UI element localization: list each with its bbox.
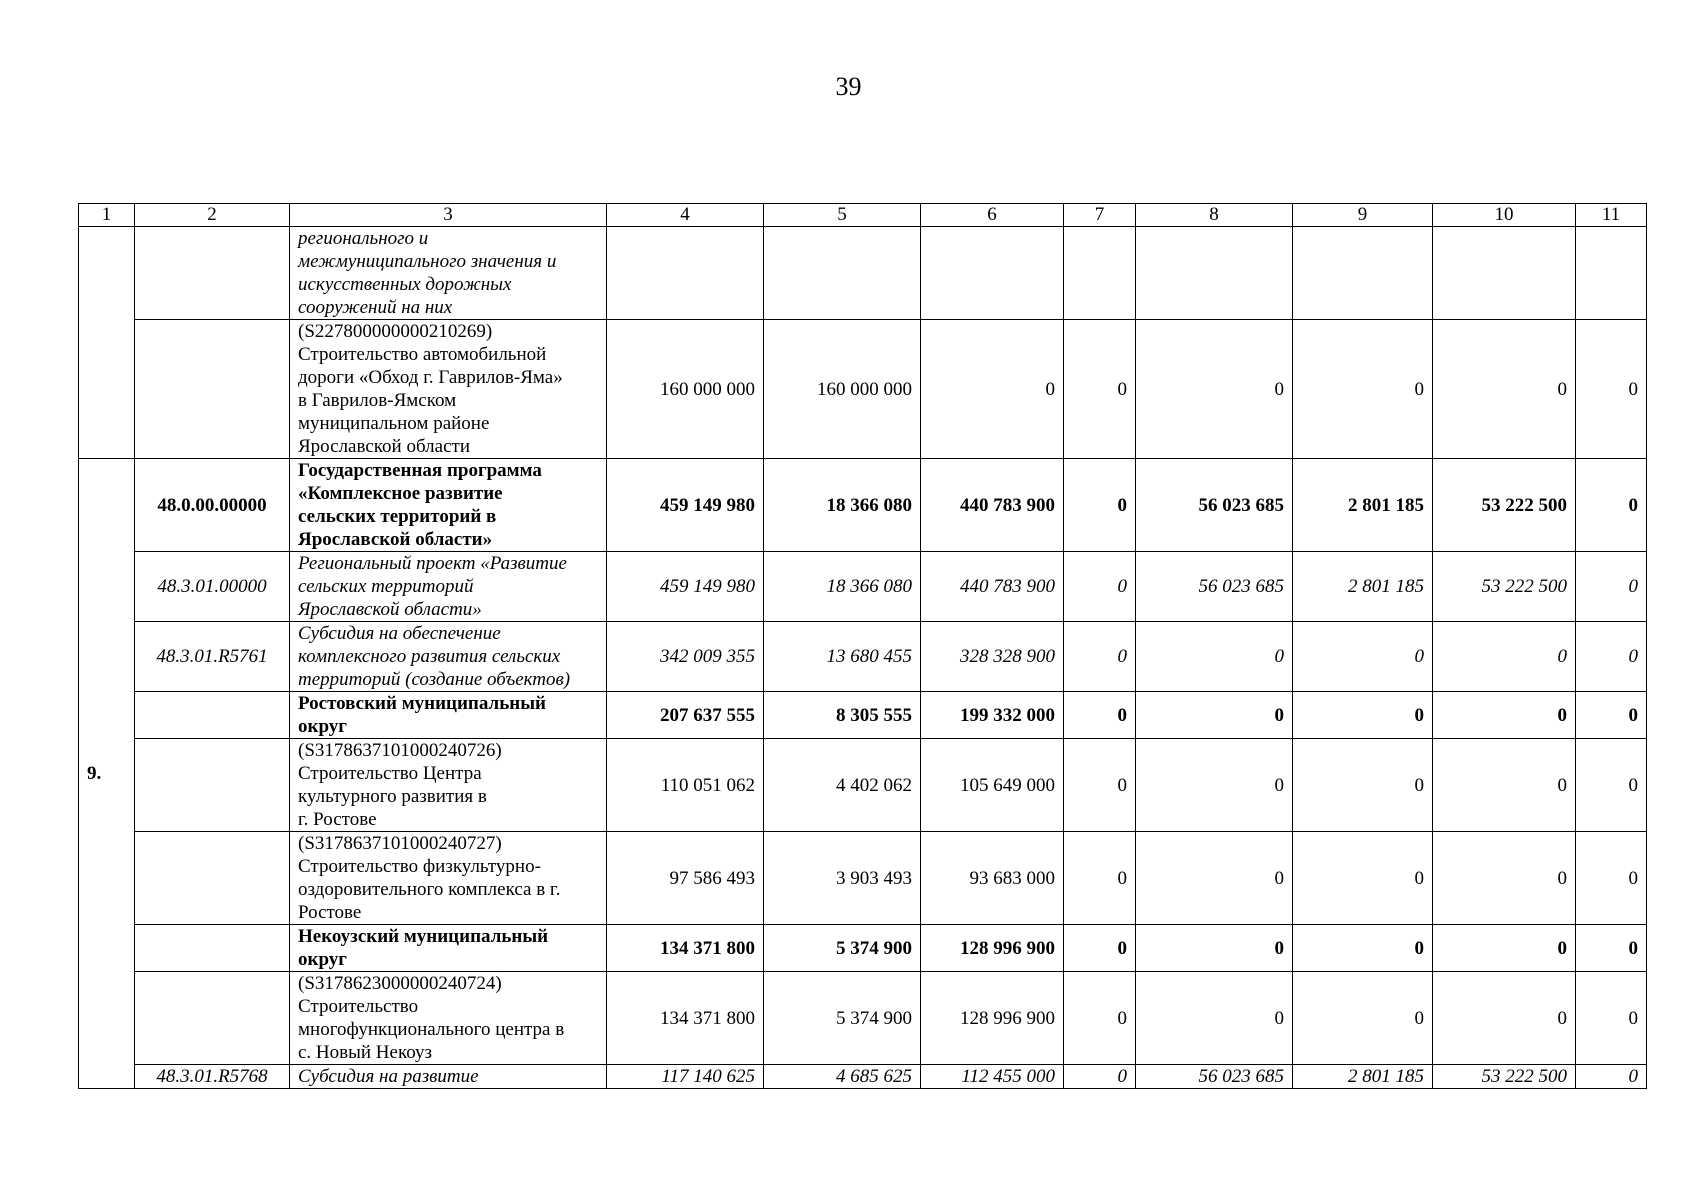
- header-cell: 4: [607, 204, 764, 227]
- table-row: [79, 739, 1647, 832]
- description-line: Субсидия на обеспечение: [298, 623, 501, 644]
- header-cell: 8: [1136, 204, 1293, 227]
- description-line: сельских территорий в: [298, 506, 497, 527]
- amount-cell: [764, 227, 921, 320]
- description-line: комплексного развития сельских: [298, 646, 561, 667]
- description-line: (S3178637101000240727): [298, 833, 502, 854]
- table-row: [79, 1065, 1647, 1089]
- description-cell: [290, 739, 607, 832]
- header-cell: 11: [1576, 204, 1647, 227]
- description-line: Некоузский муниципальный: [298, 926, 549, 947]
- amount-cell: 459 149 980: [607, 459, 764, 552]
- amount-cell: 0: [1064, 622, 1136, 692]
- budget-code-cell: [135, 692, 290, 739]
- amount-cell: 0: [1136, 832, 1293, 925]
- description-line: культурного развития в: [298, 786, 487, 807]
- table-row: [79, 832, 1647, 925]
- budget-code-cell: 48.3.01.00000: [135, 552, 290, 622]
- amount-cell: 5 374 900: [764, 925, 921, 972]
- description-line: округ: [298, 949, 347, 970]
- description-line: (S227800000000210269): [298, 321, 493, 342]
- amount-cell: 0: [1136, 925, 1293, 972]
- amount-cell: 459 149 980: [607, 552, 764, 622]
- amount-cell: 2 801 185: [1293, 1065, 1433, 1089]
- amount-cell: 0: [1433, 320, 1576, 459]
- description-line: оздоровительного комплекса в г.: [298, 879, 561, 900]
- description-line: Ярославской области»: [298, 529, 493, 550]
- description-line: межмуниципального значения и: [298, 251, 557, 272]
- amount-cell: 13 680 455: [764, 622, 921, 692]
- amount-cell: 0: [1293, 692, 1433, 739]
- amount-cell: 97 586 493: [607, 832, 764, 925]
- amount-cell: [1576, 227, 1647, 320]
- amount-cell: 0: [1576, 972, 1647, 1065]
- description-cell: [290, 832, 607, 925]
- amount-cell: 2 801 185: [1293, 552, 1433, 622]
- header-cell: 3: [290, 204, 607, 227]
- amount-cell: 0: [921, 320, 1064, 459]
- amount-cell: 342 009 355: [607, 622, 764, 692]
- budget-code-cell: [135, 739, 290, 832]
- description-line: Государственная программа: [298, 460, 542, 481]
- description-cell: [290, 692, 607, 739]
- amount-cell: 18 366 080: [764, 459, 921, 552]
- table-row: [79, 459, 1647, 552]
- header-cell: 1: [79, 204, 135, 227]
- table-row: [79, 925, 1647, 972]
- amount-cell: 128 996 900: [921, 972, 1064, 1065]
- description-line: Строительство физкультурно-: [298, 856, 541, 877]
- amount-cell: 110 051 062: [607, 739, 764, 832]
- description-line: регионального и: [298, 228, 429, 249]
- amount-cell: 0: [1293, 925, 1433, 972]
- amount-cell: 112 455 000: [921, 1065, 1064, 1089]
- amount-cell: 0: [1064, 739, 1136, 832]
- amount-cell: 134 371 800: [607, 925, 764, 972]
- amount-cell: 328 328 900: [921, 622, 1064, 692]
- description-line: Субсидия на развитие: [298, 1066, 479, 1087]
- amount-cell: 0: [1576, 622, 1647, 692]
- description-line: многофункционального центра в: [298, 1019, 565, 1040]
- amount-cell: 18 366 080: [764, 552, 921, 622]
- description-line: сооружений на них: [298, 297, 453, 318]
- description-line: муниципальном районе: [298, 413, 490, 434]
- description-line: «Комплексное развитие: [298, 483, 503, 504]
- amount-cell: 53 222 500: [1433, 1065, 1576, 1089]
- amount-cell: 160 000 000: [764, 320, 921, 459]
- amount-cell: 199 332 000: [921, 692, 1064, 739]
- amount-cell: 0: [1433, 692, 1576, 739]
- amount-cell: 0: [1433, 832, 1576, 925]
- amount-cell: 0: [1064, 552, 1136, 622]
- amount-cell: 53 222 500: [1433, 459, 1576, 552]
- amount-cell: 93 683 000: [921, 832, 1064, 925]
- amount-cell: 440 783 900: [921, 552, 1064, 622]
- amount-cell: 0: [1576, 925, 1647, 972]
- header-cell: 2: [135, 204, 290, 227]
- amount-cell: [1136, 227, 1293, 320]
- amount-cell: 56 023 685: [1136, 459, 1293, 552]
- amount-cell: 5 374 900: [764, 972, 921, 1065]
- amount-cell: [1293, 227, 1433, 320]
- budget-code-cell: [135, 972, 290, 1065]
- description-line: Ростовский муниципальный: [298, 693, 546, 714]
- table-row: [79, 320, 1647, 459]
- amount-cell: 0: [1293, 972, 1433, 1065]
- amount-cell: 0: [1293, 320, 1433, 459]
- description-line: в Гаврилов-Ямском: [298, 390, 457, 411]
- amount-cell: 0: [1433, 739, 1576, 832]
- amount-cell: 105 649 000: [921, 739, 1064, 832]
- table-row: [79, 552, 1647, 622]
- amount-cell: 0: [1433, 622, 1576, 692]
- amount-cell: 0: [1064, 692, 1136, 739]
- amount-cell: 0: [1064, 459, 1136, 552]
- amount-cell: 134 371 800: [607, 972, 764, 1065]
- header-cell: 5: [764, 204, 921, 227]
- description-line: (S3178637101000240726): [298, 740, 502, 761]
- amount-cell: [607, 227, 764, 320]
- description-line: Ростове: [298, 902, 362, 923]
- budget-code-cell: [135, 832, 290, 925]
- amount-cell: 2 801 185: [1293, 459, 1433, 552]
- description-cell: [290, 459, 607, 552]
- description-line: Региональный проект «Развитие: [298, 553, 567, 574]
- budget-code-cell: 48.0.00.00000: [135, 459, 290, 552]
- column-number-header: [79, 204, 1647, 227]
- amount-cell: 160 000 000: [607, 320, 764, 459]
- description-cell: [290, 1065, 607, 1089]
- budget-table: [78, 203, 1647, 1089]
- description-line: (S3178623000000240724): [298, 973, 502, 994]
- amount-cell: 0: [1576, 832, 1647, 925]
- description-line: территорий (создание объектов): [298, 669, 571, 690]
- amount-cell: 0: [1433, 972, 1576, 1065]
- page-number: 39: [835, 72, 862, 101]
- amount-cell: 0: [1576, 459, 1647, 552]
- amount-cell: 0: [1576, 552, 1647, 622]
- description-cell: [290, 552, 607, 622]
- amount-cell: 0: [1136, 622, 1293, 692]
- row-index-cell: 9.: [79, 459, 135, 1089]
- amount-cell: [1064, 227, 1136, 320]
- description-line: Ярославской области: [298, 436, 470, 457]
- budget-code-cell: [135, 227, 290, 320]
- header-cell: 9: [1293, 204, 1433, 227]
- header-cell: 6: [921, 204, 1064, 227]
- amount-cell: 128 996 900: [921, 925, 1064, 972]
- amount-cell: 0: [1136, 692, 1293, 739]
- amount-cell: 0: [1576, 739, 1647, 832]
- description-line: дороги «Обход г. Гаврилов-Яма»: [298, 367, 563, 388]
- description-line: Строительство автомобильной: [298, 344, 547, 365]
- amount-cell: 0: [1293, 739, 1433, 832]
- table-row: [79, 622, 1647, 692]
- description-line: Ярославской области»: [298, 599, 482, 620]
- amount-cell: [1433, 227, 1576, 320]
- description-cell: [290, 227, 607, 320]
- row-index-cell: [79, 227, 135, 459]
- amount-cell: 8 305 555: [764, 692, 921, 739]
- amount-cell: 0: [1433, 925, 1576, 972]
- amount-cell: 0: [1064, 1065, 1136, 1089]
- amount-cell: 4 402 062: [764, 739, 921, 832]
- description-cell: [290, 972, 607, 1065]
- table-row: [79, 972, 1647, 1065]
- amount-cell: 56 023 685: [1136, 552, 1293, 622]
- amount-cell: 0: [1136, 739, 1293, 832]
- budget-code-cell: 48.3.01.R5761: [135, 622, 290, 692]
- budget-code-cell: [135, 320, 290, 459]
- amount-cell: 440 783 900: [921, 459, 1064, 552]
- amount-cell: 0: [1293, 832, 1433, 925]
- amount-cell: 56 023 685: [1136, 1065, 1293, 1089]
- amount-cell: 0: [1576, 1065, 1647, 1089]
- amount-cell: 4 685 625: [764, 1065, 921, 1089]
- amount-cell: 53 222 500: [1433, 552, 1576, 622]
- amount-cell: 0: [1064, 972, 1136, 1065]
- table-row: [79, 227, 1647, 320]
- description-line: Строительство: [298, 996, 419, 1017]
- budget-code-cell: 48.3.01.R5768: [135, 1065, 290, 1089]
- table-row: [79, 692, 1647, 739]
- amount-cell: 0: [1576, 320, 1647, 459]
- description-line: сельских территорий: [298, 576, 474, 597]
- budget-code-cell: [135, 925, 290, 972]
- amount-cell: 0: [1576, 692, 1647, 739]
- amount-cell: [921, 227, 1064, 320]
- description-line: г. Ростове: [298, 809, 377, 830]
- header-cell: 7: [1064, 204, 1136, 227]
- description-line: искусственных дорожных: [298, 274, 512, 295]
- amount-cell: 0: [1136, 972, 1293, 1065]
- amount-cell: 0: [1064, 925, 1136, 972]
- description-line: с. Новый Некоуз: [298, 1042, 433, 1063]
- amount-cell: 3 903 493: [764, 832, 921, 925]
- amount-cell: 0: [1064, 832, 1136, 925]
- amount-cell: 117 140 625: [607, 1065, 764, 1089]
- description-cell: [290, 622, 607, 692]
- description-cell: [290, 320, 607, 459]
- amount-cell: 0: [1136, 320, 1293, 459]
- amount-cell: 0: [1293, 622, 1433, 692]
- description-line: округ: [298, 716, 347, 737]
- description-cell: [290, 925, 607, 972]
- description-line: Строительство Центра: [298, 763, 482, 784]
- header-cell: 10: [1433, 204, 1576, 227]
- amount-cell: 0: [1064, 320, 1136, 459]
- amount-cell: 207 637 555: [607, 692, 764, 739]
